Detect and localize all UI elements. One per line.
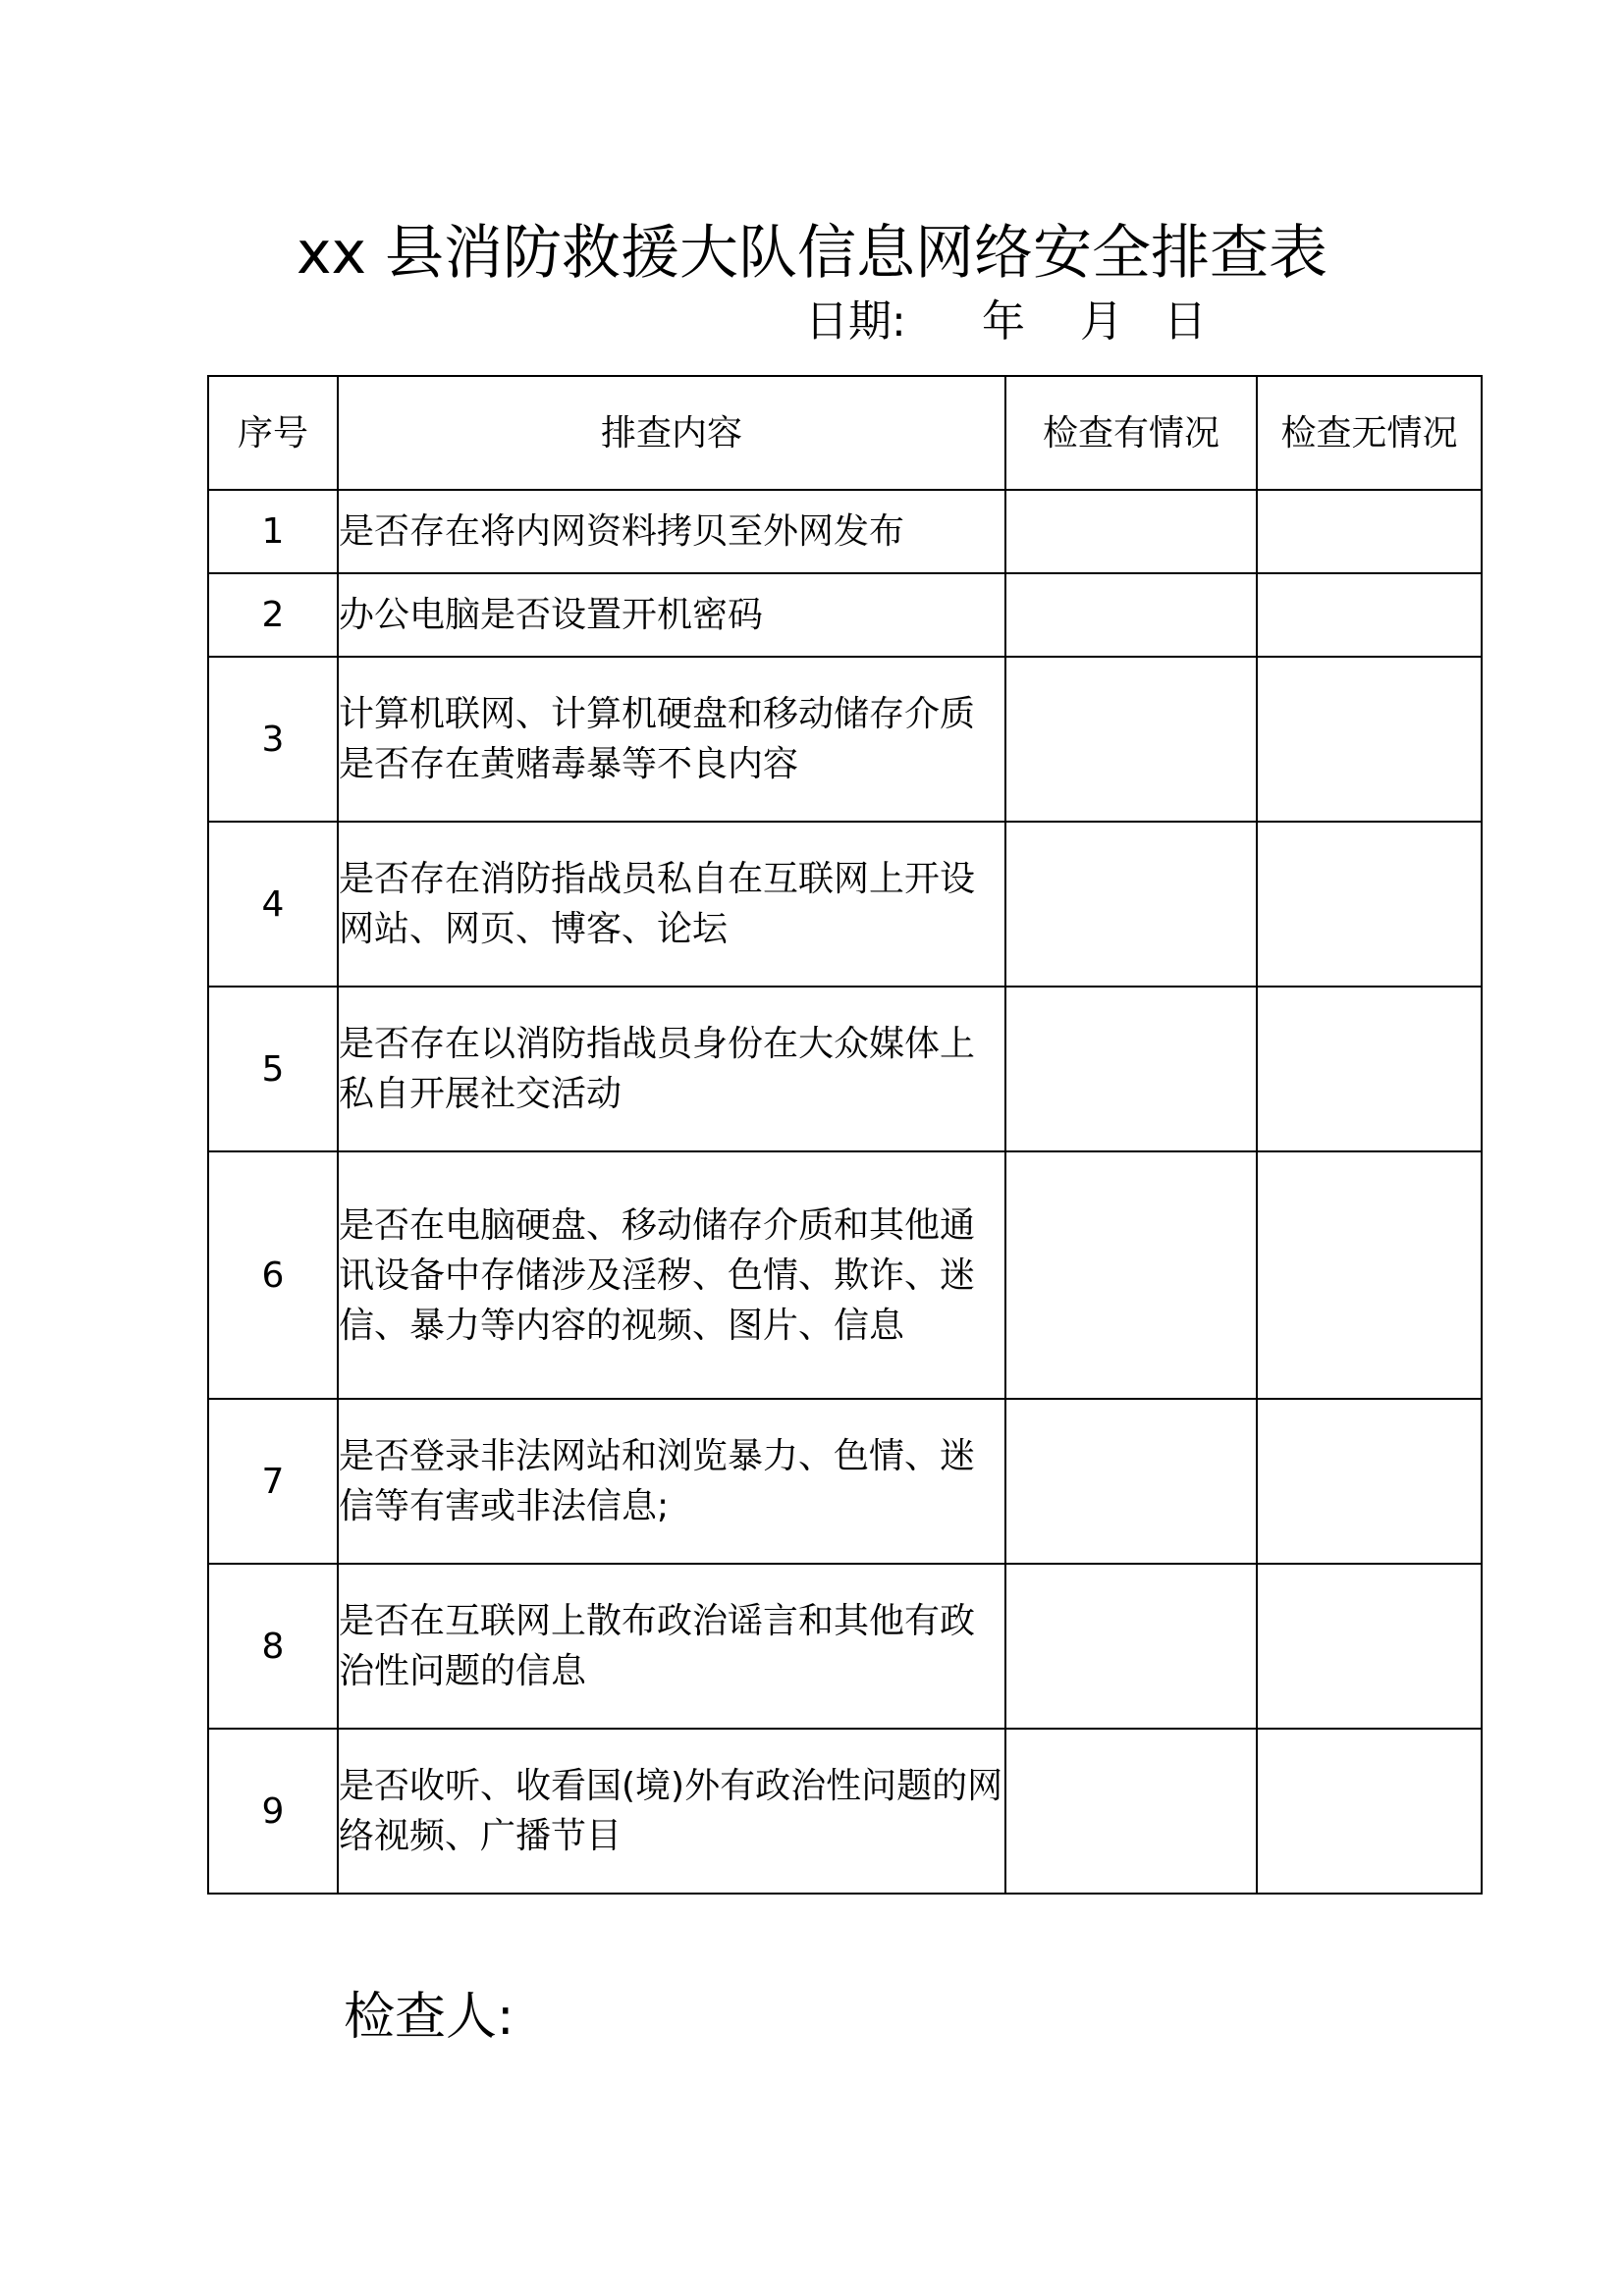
table-header-row (208, 376, 1482, 490)
date-label: 日期: (805, 296, 906, 347)
row-number: 2 (208, 573, 338, 657)
table-row (208, 657, 1482, 822)
no-issue-cell[interactable] (1257, 573, 1482, 657)
table-row (208, 573, 1482, 657)
no-issue-cell[interactable] (1257, 1399, 1482, 1564)
no-issue-cell[interactable] (1257, 1729, 1482, 1894)
no-issue-cell[interactable] (1257, 1151, 1482, 1399)
has-issue-cell[interactable] (1005, 1564, 1257, 1729)
row-content: 是否存在以消防指战员身份在大众媒体上私自开展社交活动 (338, 987, 1005, 1151)
no-issue-cell[interactable] (1257, 657, 1482, 822)
row-content: 是否存在将内网资料拷贝至外网发布 (338, 490, 1005, 573)
row-content: 是否收听、收看国(境)外有政治性问题的网络视频、广播节目 (338, 1729, 1005, 1894)
table-row (208, 1729, 1482, 1894)
table-row (208, 822, 1482, 987)
row-content: 计算机联网、计算机硬盘和移动储存介质是否存在黄赌毒暴等不良内容 (338, 657, 1005, 822)
has-issue-cell[interactable] (1005, 987, 1257, 1151)
row-number: 6 (208, 1151, 338, 1399)
document-title: xx 县消防救援大队信息网络安全排查表 (296, 219, 1328, 288)
header-has-issue: 检查有情况 (1005, 376, 1257, 490)
row-number: 5 (208, 987, 338, 1151)
header-content: 排查内容 (338, 376, 1005, 490)
date-line (805, 293, 1222, 351)
has-issue-cell[interactable] (1005, 1151, 1257, 1399)
row-content: 是否登录非法网站和浏览暴力、色情、迷信等有害或非法信息; (338, 1399, 1005, 1564)
has-issue-cell[interactable] (1005, 822, 1257, 987)
has-issue-cell[interactable] (1005, 490, 1257, 573)
table-row (208, 1564, 1482, 1729)
has-issue-cell[interactable] (1005, 1729, 1257, 1894)
row-content: 是否存在消防指战员私自在互联网上开设网站、网页、博客、论坛 (338, 822, 1005, 987)
row-number: 1 (208, 490, 338, 573)
table-row (208, 1151, 1482, 1399)
no-issue-cell[interactable] (1257, 987, 1482, 1151)
has-issue-cell[interactable] (1005, 657, 1257, 822)
no-issue-cell[interactable] (1257, 490, 1482, 573)
row-number: 7 (208, 1399, 338, 1564)
row-number: 4 (208, 822, 338, 987)
table-row (208, 987, 1482, 1151)
row-number: 9 (208, 1729, 338, 1894)
header-number: 序号 (208, 376, 338, 490)
row-content: 是否在互联网上散布政治谣言和其他有政治性问题的信息 (338, 1564, 1005, 1729)
date-day-field: 日 (1164, 296, 1207, 347)
row-content: 是否在电脑硬盘、移动储存介质和其他通讯设备中存储涉及淫秽、色情、欺诈、迷信、暴力等内容的视频、图片、信息 (338, 1151, 1005, 1399)
no-issue-cell[interactable] (1257, 822, 1482, 987)
table-row (208, 1399, 1482, 1564)
header-no-issue: 检查无情况 (1257, 376, 1482, 490)
date-year-field: 年 (982, 296, 1025, 347)
inspector-label: 检查人: (344, 1988, 514, 2047)
date-month-field: 月 (1080, 296, 1123, 347)
no-issue-cell[interactable] (1257, 1564, 1482, 1729)
row-number: 8 (208, 1564, 338, 1729)
has-issue-cell[interactable] (1005, 573, 1257, 657)
row-number: 3 (208, 657, 338, 822)
has-issue-cell[interactable] (1005, 1399, 1257, 1564)
inspection-table (207, 375, 1483, 1895)
table-row (208, 490, 1482, 573)
row-content: 办公电脑是否设置开机密码 (338, 573, 1005, 657)
